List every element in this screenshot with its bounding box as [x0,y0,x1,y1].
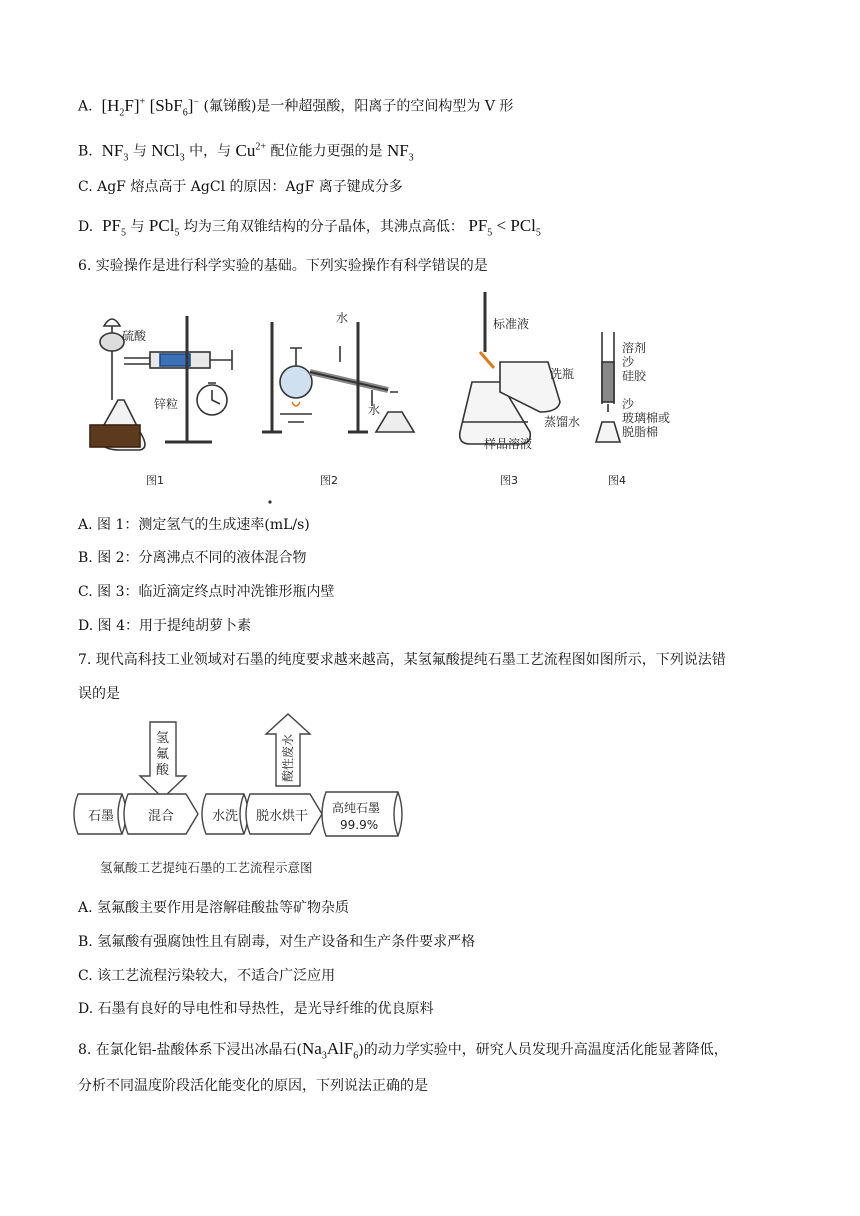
q7-option-c: C. 该工艺流程污染较大，不适合广泛应用 [78,968,336,984]
q5-option-c: C. AgF 熔点高于 AgCl 的原因：AgF 离子键成分多 [78,179,403,195]
svg-text:玻璃棉或: 玻璃棉或 [622,411,671,425]
flow-caption: 氢氟酸工艺提纯石墨的工艺流程示意图 [100,860,313,875]
fig1-caption: 图1 [146,474,164,487]
q7-option-a: A. 氢氟酸主要作用是溶解硅酸盐等矿物杂质 [78,900,350,916]
q6-figures [0,282,860,512]
svg-text:标准液: 标准液 [493,317,530,331]
q6-option-c: C. 图 3：临近滴定终点时冲洗锥形瓶内壁 [78,584,335,600]
q6-stem: 6. 实验操作是进行科学实验的基础。下列实验操作有科学错误的是 [78,258,488,274]
svg-text:蒸馏水: 蒸馏水 [544,415,581,429]
q7-option-d: D. 石墨有良好的导电性和导热性，是光导纤维的优良原料 [78,1001,434,1017]
svg-text:样品溶液: 样品溶液 [484,437,533,451]
q6-option-d: D. 图 4：用于提纯胡萝卜素 [78,618,251,634]
svg-text:沙: 沙 [622,355,635,369]
svg-text:硫酸: 硫酸 [122,329,147,343]
formula-cryolite: $Na_3AlF_6$ [302,1039,359,1062]
q5-option-a: A. $[H_2F]^+$ [SbF$_6$]− (氟锑酸)是一种超强酸，阳离子的空间构型为 V 形 [78,95,514,119]
flow-hf-3: 酸 [156,763,170,778]
formula-anion: [SbF$_6$]− [149,95,200,119]
formula-cation: $[H_2F]^+$ [101,95,146,119]
svg-text:脱脂棉: 脱脂棉 [622,425,659,439]
svg-text:洗瓶: 洗瓶 [550,367,575,381]
flow-waste: 酸性废水 [281,733,295,782]
q8-stem-line1: 8. 在氯化铝-盐酸体系下浸出冰晶石$(Na_3AlF_6)$的动力学实验中，研究人员发现升高温度活化能显著降低， [78,1039,728,1062]
flow-step-dry: 脱水烘干 [256,809,309,824]
fig3-caption: 图3 [500,474,518,487]
fig4-caption: 图4 [608,474,626,487]
svg-text:溶剂: 溶剂 [622,341,647,355]
flow-step-graphite: 石墨 [88,809,115,824]
q6-option-a: A. 图 1：测定氢气的生成速率(mL/s) [78,517,310,533]
svg-text:水: 水 [336,311,349,325]
flow-hf-2: 氟 [156,747,170,762]
flow-hf-1: 氢 [156,731,170,746]
q7-stem-line2: 误的是 [78,686,120,702]
q7-flow-diagram [0,712,860,882]
flow-purity: 99.9% [340,818,379,832]
svg-text:锌粒: 锌粒 [154,397,179,411]
svg-text:硅胶: 硅胶 [622,369,647,383]
q6-option-b: B. 图 2：分离沸点不同的液体混合物 [78,550,307,566]
q5-option-b: B. $NF_3$ 与 NCl$_3$ 中，与 $Cu^{2+}$ 配位能力更强的是 $NF_3$ [78,140,414,164]
svg-text:水: 水 [368,403,381,417]
q7-option-b: B. 氢氟酸有强腐蚀性且有剧毒，对生产设备和生产条件要求严格 [78,934,476,950]
q7-stem-line1: 7. 现代高科技工业领域对石墨的纯度要求越来越高，某氢氟酸提纯石墨工艺流程图如图所示，下列说法错 [78,652,726,668]
q8-stem-line2: 分析不同温度阶段活化能变化的原因，下列说法正确的是 [78,1078,428,1094]
fig2-caption: 图2 [320,474,338,487]
q5-option-d: D. $PF_5$ 与 PCl$_5$ 均为三角双锥结构的分子晶体，其沸点高低： $PF_5 < PCl_5$ [78,216,541,239]
flow-product: 高纯石墨 [332,801,381,815]
flow-step-wash: 水洗 [212,809,239,824]
flow-step-mix: 混合 [148,809,175,824]
svg-text:沙: 沙 [622,397,635,411]
